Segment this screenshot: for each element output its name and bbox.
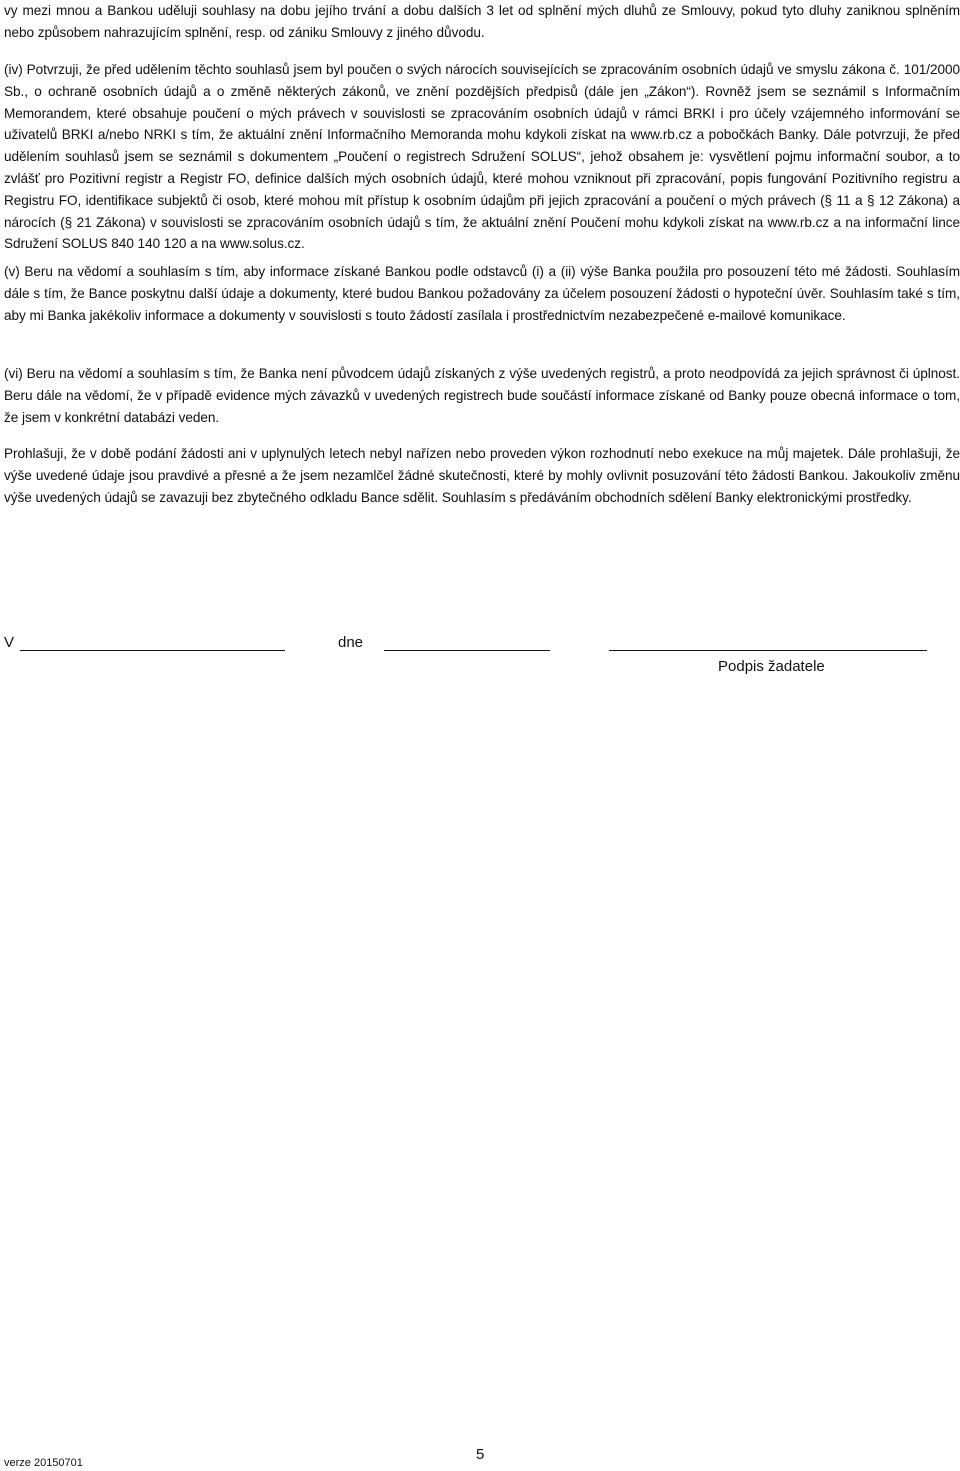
consent-duration-paragraph: vy mezi mnou a Bankou uděluji souhlasy na dobu jejího trvání a dobu dalších 3 let od splnění mých dluhů ze Smlouvy, pokud tyto dluhy zaniknou splněním nebo způsobem nahrazujícím splnění, resp. od zániku Smlouvy z jiného důvodu. (4, 3, 960, 40)
applicant-declaration-paragraph: Prohlašuji, že v době podání žádosti ani v uplynulých letech nebyl nařízen nebo proveden výkon rozhodnutí nebo exekuce na můj majetek. Dále prohlašuji, že výše uvedené údaje jsou pravdivé a přesné a že jsem nezamlčel žádné skutečnosti, které by mohly ovlivnit posuzování této žádosti Bankou. Jakoukoliv změnu výše uvedených údajů se zavazuji bez zbytečného odkladu Bance sdělit. Souhlasím s předáváním obchodních sdělení Banky elektronickými prostředky. (4, 446, 960, 505)
date-label: dne (338, 634, 364, 651)
signature-field-line[interactable] (609, 650, 927, 651)
page-number: 5 (476, 1446, 485, 1463)
place-label: V (4, 634, 15, 651)
place-field-line[interactable] (20, 650, 285, 651)
registry-accuracy-paragraph: (vi) Beru na vědomí a souhlasím s tím, že Banka není původcem údajů získaných z výše uvedených registrů, a proto neodpovídá za jejich správnost či úplnost. Beru dále na vědomí, že v případě evidence mých závazků v uvedených registrech bude součástí informace získané od Banky pouze obecná informace o tom, že jsem v konkrétní databázi veden. (4, 366, 960, 425)
signature-caption: Podpis žadatele (718, 658, 825, 675)
bank-use-consent-paragraph: (v) Beru na vědomí a souhlasím s tím, aby informace získané Bankou podle odstavců (i) a (ii) výše Banka použila pro posouzení této mé žádosti. Souhlasím dále s tím, že Bance poskytnu další údaje a dokumenty, které budou Bankou požadovány za účelem posouzení žádosti o hypoteční úvěr. Souhlasím také s tím, aby mi Banka jakékoliv informace a dokumenty v souvislosti s touto žádostí zasílala i prostřednictvím nezabezpečené e-mailové komunikace. (4, 264, 960, 323)
date-field-line[interactable] (384, 650, 550, 651)
document-version: verze 20150701 (4, 1457, 83, 1469)
data-protection-confirmation-paragraph: (iv) Potvrzuji, že před udělením těchto souhlasů jsem byl poučen o svých nárocích souvisejících se zpracováním osobních údajů ve smyslu zákona č. 101/2000 Sb., o ochraně osobních údajů a o změně některých zákonů, ve znění pozdějších předpisů (dále jen „Zákon“). Rovněž jsem se seznámil s Informačním Memorandem, které obsahuje poučení o mých právech v souvislosti se zpracováním osobních údajů v rámci BRKI i pro účely vzájemného informování se uživatelů BRKI a/nebo NRKI s tím, že aktuální znění Informačního Memoranda mohu kdykoli získat na www.rb.cz a pobočkách Banky. Dále potvrzuji, že před udělením souhlasů jsem se seznámil s dokumentem „Poučení o registrech Sdružení SOLUS“, jehož obsahem je: vysvětlení pojmu informační soubor, a to zvlášť pro Pozitivní registr a Registr FO, definice dalších mých osobních údajů, které mohou vzniknout při zpracování, popis fungování Pozitivního registru a Registru FO, identifikace subjektů či osob, které mohou mít přístup k osobním údajům při jejich zpracování a poučení o mých právech (§ 11 a § 12 Zákona) a nárocích (§ 21 Zákona) v souvislosti se zpracováním osobních údajů s tím, že aktuální znění Poučení mohu kdykoli získat na www.rb.cz a na informační lince Sdružení SOLUS 840 140 120 a na www.solus.cz. (4, 62, 960, 252)
